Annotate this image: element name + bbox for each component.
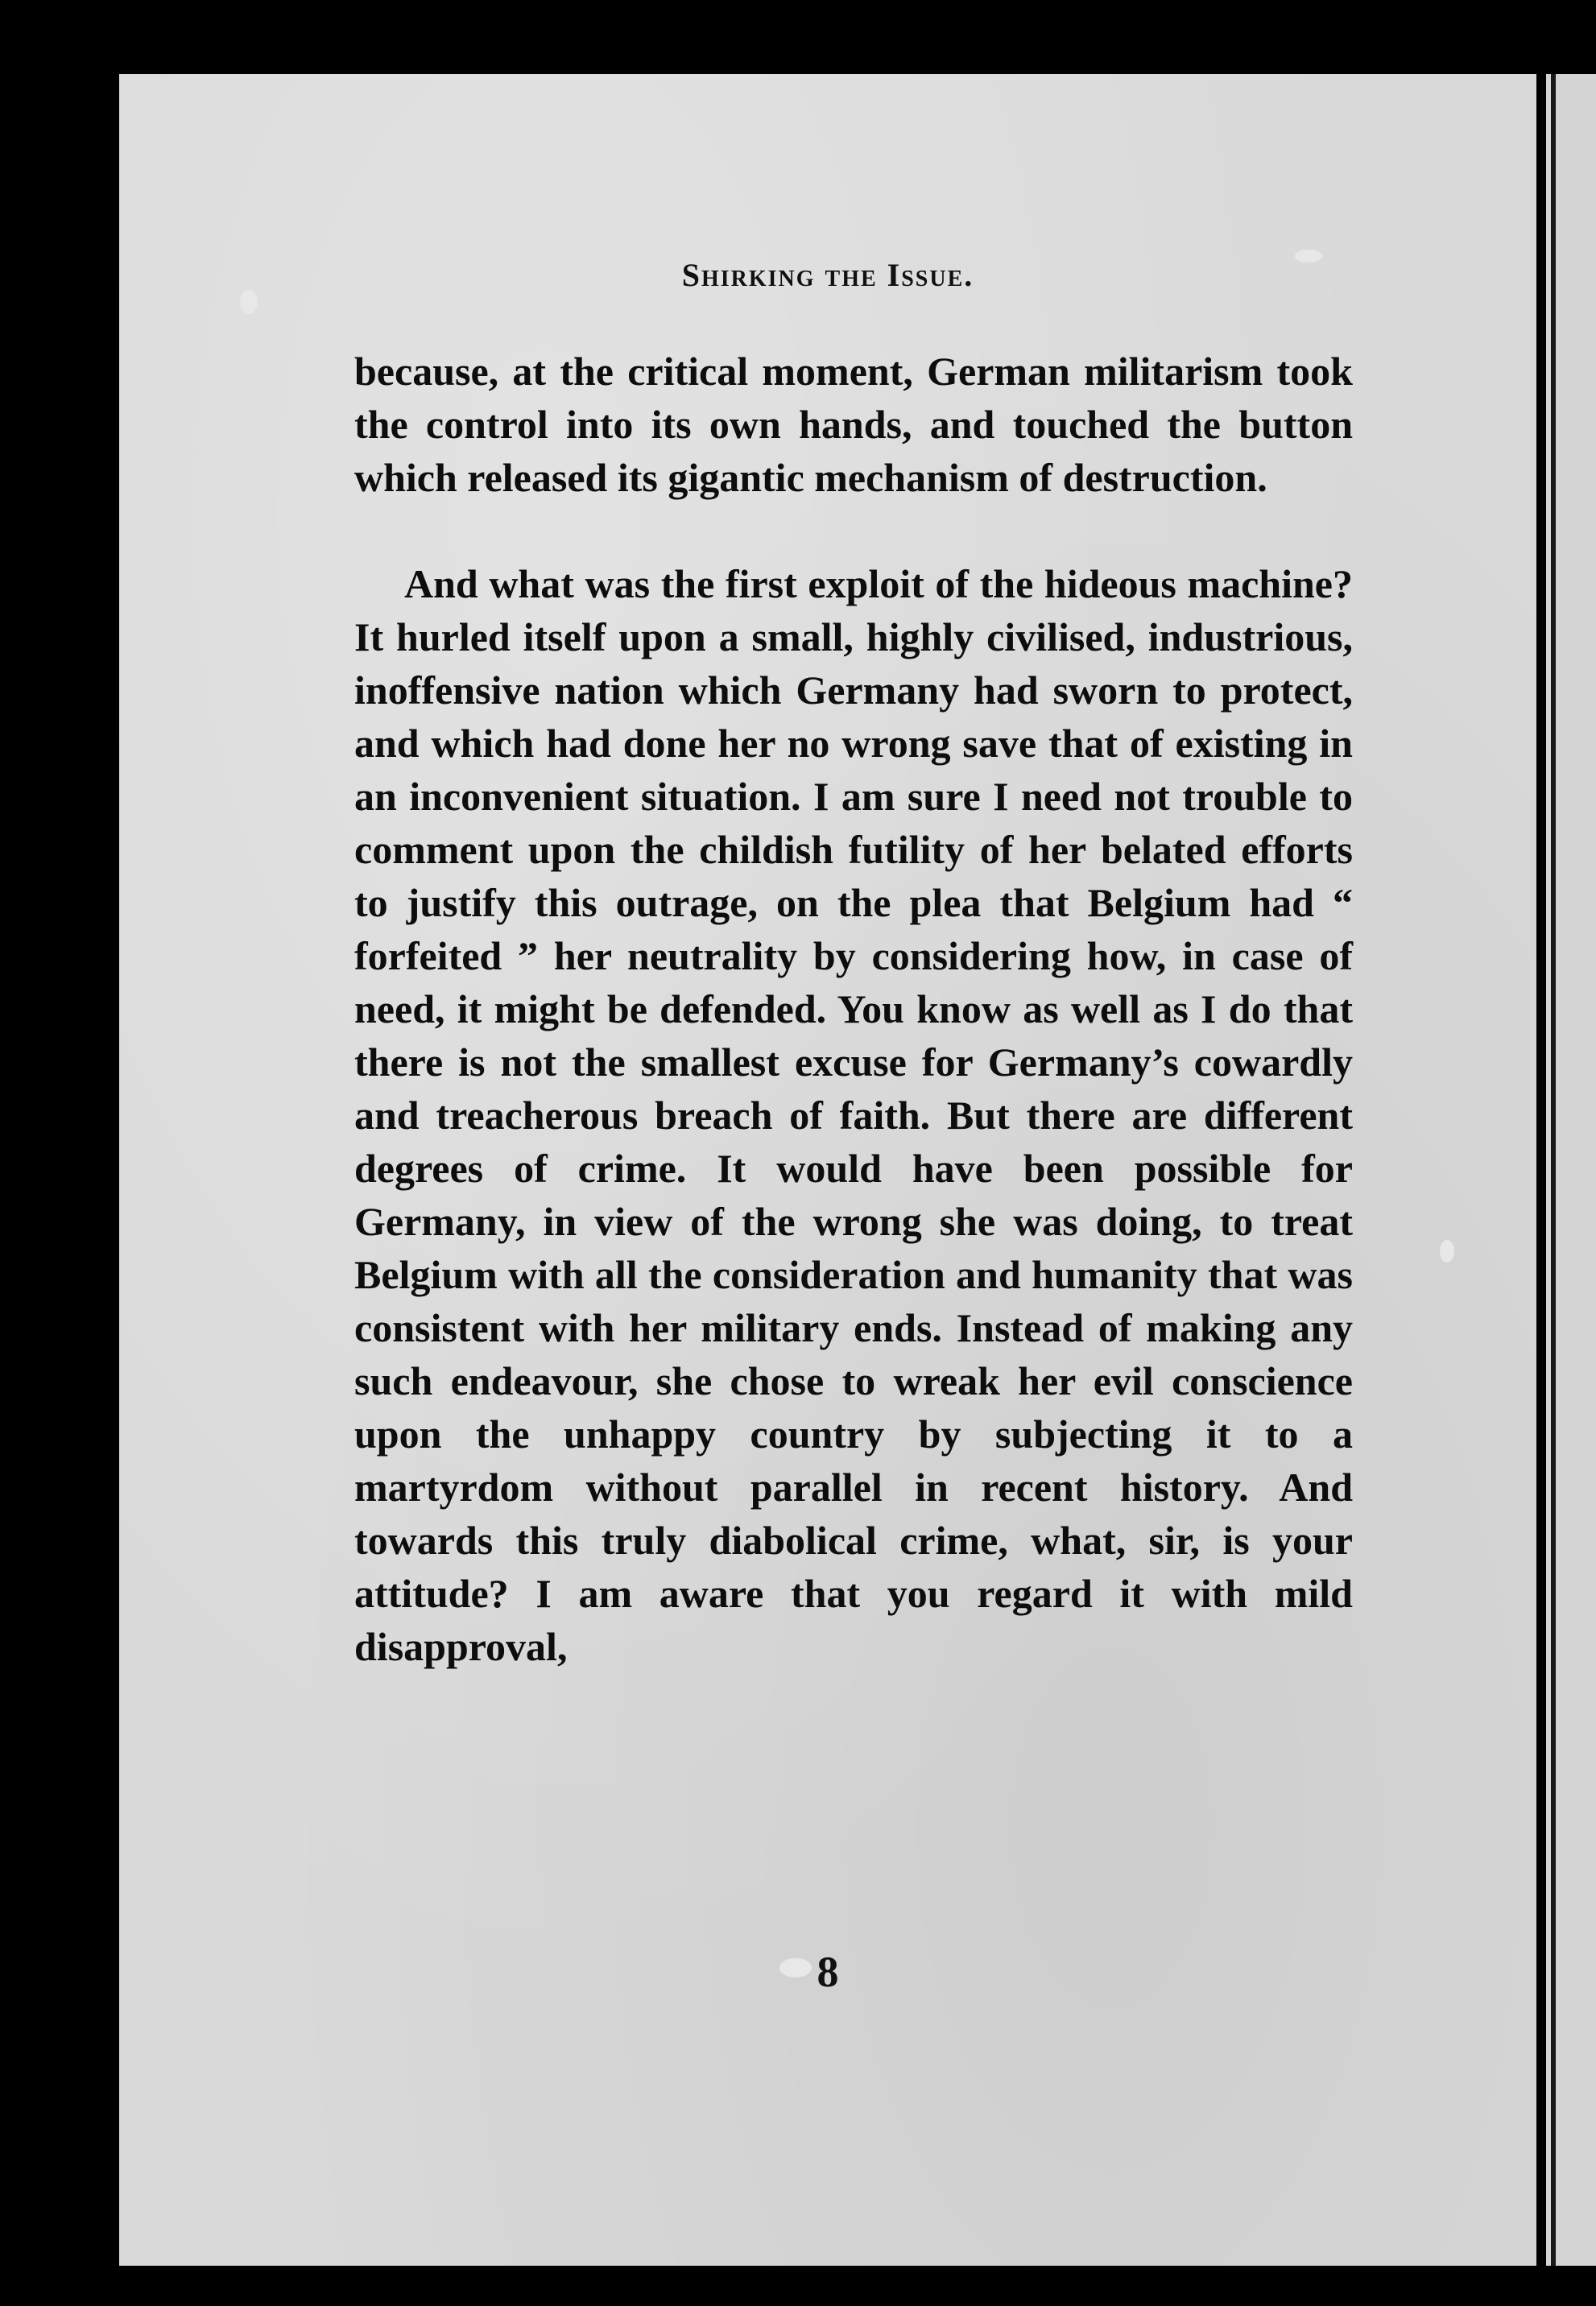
paragraph-2: And what was the first exploit of the hideous machine? It hurled itself upon a small, highly civilised, industrious, inoffensive nation which Germany had sworn to protect, and which had done her no wrong save that of existing in an inconvenient situation. I am sure I need not trouble to comment upon the childish futility of her belated efforts to justify this outrage, on the plea that Belgium had “ forfeited ” her neutrality by considering how, in case of need, it might be defended. You know as well as I do that there is not the smallest excuse for Germany’s cowardly and treacherous breach of faith. But there are different degrees of crime. It would have been possible for Germany, in view of the wrong she was doing, to treat Belgium with all the consideration and humanity that was consistent with her military ends. Instead of making any such endeavour, she chose to wreak her evil conscience upon the unhappy country by subjecting it to a martyrdom without parallel in recent history. And towards this truly diabolical crime, what, sir, is your attitude? I am aware that you regard it with mild disapproval,: [354, 561, 1353, 1669]
page-gutter: [1551, 74, 1556, 2266]
running-head: Shirking the Issue.: [681, 257, 974, 293]
paper-speck: [1440, 1240, 1454, 1263]
body-text: [354, 345, 1353, 1673]
page-number: 8: [817, 1948, 839, 1996]
paragraph-1: because, at the critical moment, German militarism took the control into its own hands, and touched the button which released its gigantic mechanism of destruction.: [354, 349, 1353, 500]
